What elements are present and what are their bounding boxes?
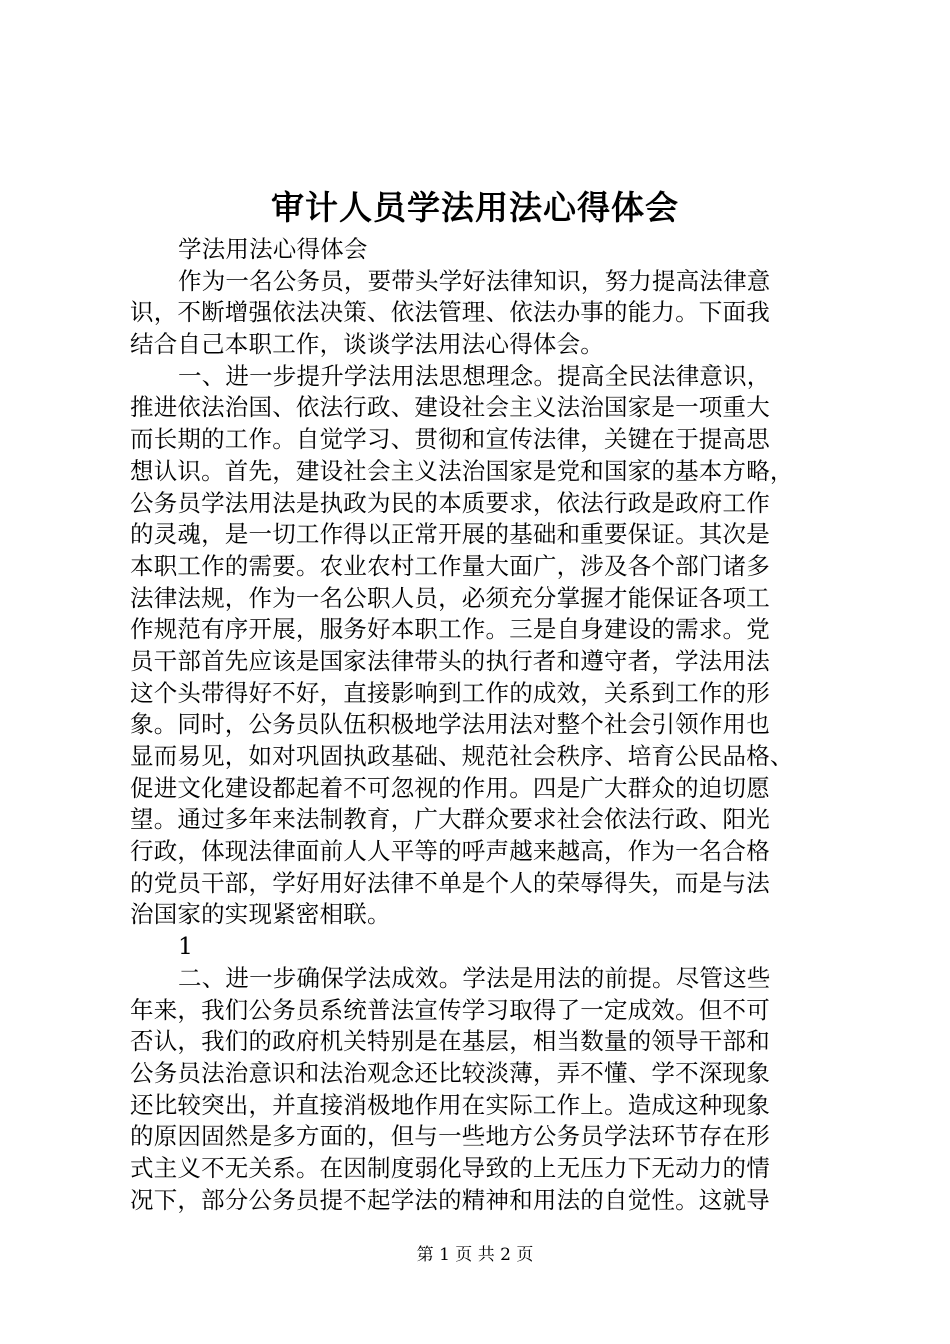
body-line: 学法用法心得体会 bbox=[178, 235, 368, 263]
body-line: 促进文化建设都起着不可忽视的作用。四是广大群众的迫切愿 bbox=[130, 773, 770, 802]
document-title: 审计人员学法用法心得体会 bbox=[271, 188, 679, 227]
body-line: 的党员干部，学好用好法律不单是个人的荣辱得失，而是与法 bbox=[130, 868, 770, 897]
body-line: 1 bbox=[178, 932, 194, 961]
body-line: 还比较突出，并直接消极地作用在实际工作上。造成这种现象 bbox=[130, 1090, 770, 1119]
body-line: 行政，体现法律面前人人平等的呼声越来越高，作为一名合格 bbox=[130, 837, 770, 866]
body-line: 的原因固然是多方面的，但与一些地方公务员学法环节存在形 bbox=[130, 1122, 770, 1151]
body-line: 员干部首先应该是国家法律带头的执行者和遵守者，学法用法 bbox=[130, 646, 770, 675]
body-line: 公务员学法用法是执政为民的本质要求，依法行政是政府工作 bbox=[130, 488, 770, 517]
body-line: 推进依法治国、依法行政、建设社会主义法治国家是一项重大 bbox=[130, 393, 770, 422]
body-line: 结合自己本职工作，谈谈学法用法心得体会。 bbox=[130, 330, 604, 359]
body-line: 法律法规，作为一名公职人员，必须充分掌握才能保证各项工 bbox=[130, 583, 770, 612]
body-line: 式主义不无关系。在因制度弱化导致的上无压力下无动力的情 bbox=[130, 1153, 770, 1182]
body-line: 而长期的工作。自觉学习、贯彻和宣传法律，关键在于提高思 bbox=[130, 425, 770, 454]
document-body bbox=[130, 234, 830, 1216]
body-line: 显而易见，如对巩固执政基础、规范社会秩序、培育公民品格、 bbox=[130, 742, 794, 770]
body-line: 二、进一步确保学法成效。学法是用法的前提。尽管这些 bbox=[178, 963, 771, 992]
body-line: 这个头带得好不好，直接影响到工作的成效，关系到工作的形 bbox=[130, 678, 770, 707]
body-line: 识，不断增强依法决策、依法管理、依法办事的能力。下面我 bbox=[130, 298, 770, 327]
body-line: 作规范有序开展，服务好本职工作。三是自身建设的需求。党 bbox=[130, 615, 770, 644]
body-line: 况下，部分公务员提不起学法的精神和用法的自觉性。这就导 bbox=[130, 1185, 770, 1214]
body-line: 象。同时，公务员队伍积极地学法用法对整个社会引领作用也 bbox=[130, 710, 770, 739]
body-line: 否认，我们的政府机关特别是在基层，相当数量的领导干部和 bbox=[130, 1027, 770, 1056]
body-line: 作为一名公务员，要带头学好法律知识，努力提高法律意 bbox=[178, 266, 771, 295]
body-line: 想认识。首先，建设社会主义法治国家是党和国家的基本方略， bbox=[130, 456, 794, 485]
body-line: 年来，我们公务员系统普法宣传学习取得了一定成效。但不可 bbox=[130, 995, 770, 1024]
body-line: 望。通过多年来法制教育，广大群众要求社会依法行政、阳光 bbox=[130, 805, 770, 834]
body-line: 治国家的实现紧密相联。 bbox=[130, 900, 391, 929]
body-line: 公务员法治意识和法治观念还比较淡薄，弄不懂、学不深现象 bbox=[130, 1058, 770, 1087]
body-line: 的灵魂，是一切工作得以正常开展的基础和重要保证。其次是 bbox=[130, 520, 770, 549]
body-line: 一、进一步提升学法用法思想理念。提高全民法律意识， bbox=[178, 361, 771, 390]
body-line: 本职工作的需要。农业农村工作量大面广，涉及各个部门诸多 bbox=[130, 551, 770, 580]
page-footer: 第 1 页 共 2 页 bbox=[416, 1245, 534, 1265]
